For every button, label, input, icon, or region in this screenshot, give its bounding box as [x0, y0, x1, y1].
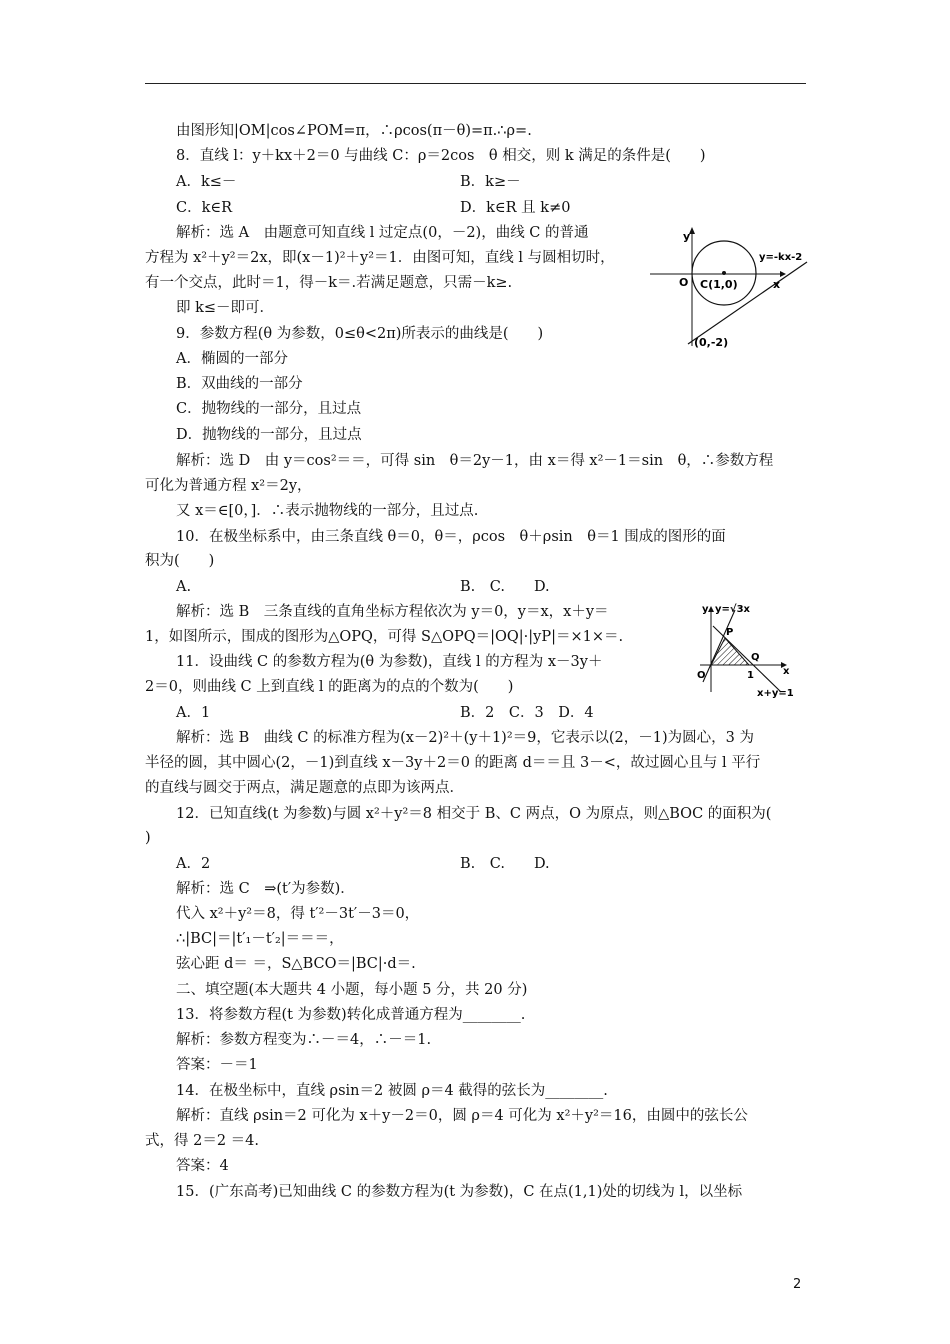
- options-bcd: B. C. D.: [460, 856, 550, 872]
- solution-line: 解析：选 A 由题意可知直线 l 过定点(0，－2)，曲线 C 的普通: [176, 225, 589, 241]
- question-10-cont: 积为( ): [145, 553, 215, 569]
- line2-label: x+y=1: [757, 688, 794, 698]
- answer-line: 答案：4: [176, 1158, 229, 1174]
- y-label: y: [702, 604, 709, 615]
- figure-triangle-opq: [695, 602, 805, 698]
- option-a: A．1: [176, 705, 211, 721]
- option-c: C．抛物线的一部分，且过点: [176, 401, 362, 417]
- x-label: x: [773, 278, 781, 291]
- question-8: 8．直线 l：y＋kx＋2＝0 与曲线 C：ρ＝2cos θ 相交，则 k 满足的条件是( ): [176, 148, 706, 164]
- option-a: A.: [176, 579, 192, 595]
- y-axis-arrow: [708, 606, 714, 612]
- x-axis-arrow: [780, 271, 786, 277]
- option-a: A．k≤－: [176, 174, 237, 190]
- solution-line: 可化为普通方程 x²＝2y，: [145, 478, 312, 494]
- x-label: x: [783, 666, 790, 677]
- p-label: P: [726, 627, 734, 638]
- option-d: D．抛物线的一部分，且过点: [176, 427, 362, 443]
- option-b: B．k≥－: [460, 174, 521, 190]
- option-a: A．2: [176, 856, 211, 872]
- question-13: 13．将参数方程(t 为参数)转化成普通方程为________.: [176, 1007, 526, 1023]
- question-11: 11．设曲线 C 的参数方程为(θ 为参数)，直线 l 的方程为 x－3y＋: [176, 654, 603, 670]
- question-14: 14．在极坐标中，直线 ρsin＝2 被圆 ρ＝4 截得的弦长为________.: [176, 1083, 608, 1099]
- solution-line: 1，如图所示，围成的图形为△OPQ，可得 S△OPQ＝|OQ|·|yP|＝×1×＝.: [145, 629, 624, 645]
- question-12: 12．已知直线(t 为参数)与圆 x²＋y²＝8 相交于 B、C 两点，O 为原点，则△BOC 的面积为(: [176, 806, 772, 822]
- origin-label: O: [697, 670, 706, 681]
- solution-line: 解析：参数方程变为∴－＝4，∴－＝1.: [176, 1032, 432, 1048]
- solution-line: 弦心距 d＝ ＝，S△BCO＝|BC|·d＝.: [176, 956, 416, 972]
- solution-line: 又 x＝∈[0，]．∴表示抛物线的一部分，且过点.: [176, 503, 479, 519]
- y-label: y: [683, 230, 691, 243]
- solution-line: 即 k≤－即可．: [176, 300, 275, 316]
- question-15: 15．(广东高考)已知曲线 C 的参数方程为(t 为参数)，C 在点(1,1)处的切线为 l，以坐标: [176, 1184, 743, 1200]
- solution-line: 解析：选 B 曲线 C 的标准方程为(x－2)²＋(y＋1)²＝9，它表示以(2，－1)为圆心，3 为: [176, 730, 754, 746]
- one-label: 1: [747, 670, 754, 681]
- option-b: B．双曲线的一部分: [176, 376, 303, 392]
- section-heading: 二、填空题(本大题共 4 小题，每小题 5 分，共 20 分): [176, 982, 528, 998]
- center-point: [722, 271, 726, 275]
- solution-line: 解析：选 C ⇒(t′为参数)．: [176, 881, 355, 897]
- line1-label: y=√3x: [715, 604, 750, 615]
- solution-line: ∴|BC|＝|t′₁－t′₂|＝＝＝，: [176, 931, 344, 947]
- line-label: y=-kx-2: [759, 252, 803, 263]
- header-rule: [145, 83, 806, 84]
- figure-circle-line: [645, 222, 815, 350]
- option-d: D．k∈R 且 k≠0: [460, 200, 571, 216]
- solution-line: 有一个交点，此时＝1，得－k＝.若满足题意，只需－k≥.: [145, 275, 513, 291]
- solution-line: 解析：直线 ρsin＝2 可化为 x＋y－2＝0，圆 ρ＝4 可化为 x²＋y²＝16，由圆中的弦长公: [176, 1108, 748, 1124]
- option-c: C．k∈R: [176, 200, 233, 216]
- option-a: A．椭圆的一部分: [176, 351, 288, 367]
- solution-line: 方程为 x²＋y²＝2x，即(x－1)²＋y²＝1．由图可知，直线 l 与圆相切时，: [145, 250, 615, 266]
- point-label: (0,-2): [694, 336, 729, 349]
- question-12-cont: ): [145, 830, 151, 846]
- text-line: 由图形知|OM|cos∠POM=π，∴ρcos(π－θ)=π.∴ρ=.: [176, 123, 532, 139]
- center-label: C(1,0): [700, 278, 738, 291]
- solution-line: 解析：选 D 由 y＝cos²＝＝，可得 sin θ＝2y－1，由 x＝得 x²－1＝sin θ，∴参数方程: [176, 453, 774, 469]
- q-label: Q: [751, 652, 760, 663]
- solution-line: 解析：选 B 三条直线的直角坐标方程依次为 y＝0，y＝x，x＋y＝: [176, 604, 609, 620]
- question-9: 9．参数方程(θ 为参数，0≤θ<2π)所表示的曲线是( ): [176, 326, 544, 342]
- page-number: 2: [793, 1277, 802, 1292]
- solution-line: 代入 x²＋y²＝8，得 t′²－3t′－3＝0，: [176, 906, 420, 922]
- question-11-cont: 2＝0，则曲线 C 上到直线 l 的距离为的点的个数为( ): [145, 679, 514, 695]
- options-bcd: B. C. D.: [460, 579, 550, 595]
- solution-line: 半径的圆，其中圆心(2，－1)到直线 x－3y＋2＝0 的距离 d＝＝且 3－<，故过圆心且与 l 平行: [145, 755, 761, 771]
- question-10: 10．在极坐标系中，由三条直线 θ＝0，θ＝，ρcos θ＋ρsin θ＝1 围成的图形的面: [176, 529, 726, 545]
- answer-line: 答案：－＝1: [176, 1057, 258, 1073]
- origin-label: O: [679, 276, 689, 289]
- solution-line: 的直线与圆交于两点，满足题意的点即为该两点．: [145, 780, 464, 796]
- options-bcd: B．2 C．3 D．4: [460, 705, 594, 721]
- solution-line: 式，得 2＝2 ＝4.: [145, 1133, 260, 1149]
